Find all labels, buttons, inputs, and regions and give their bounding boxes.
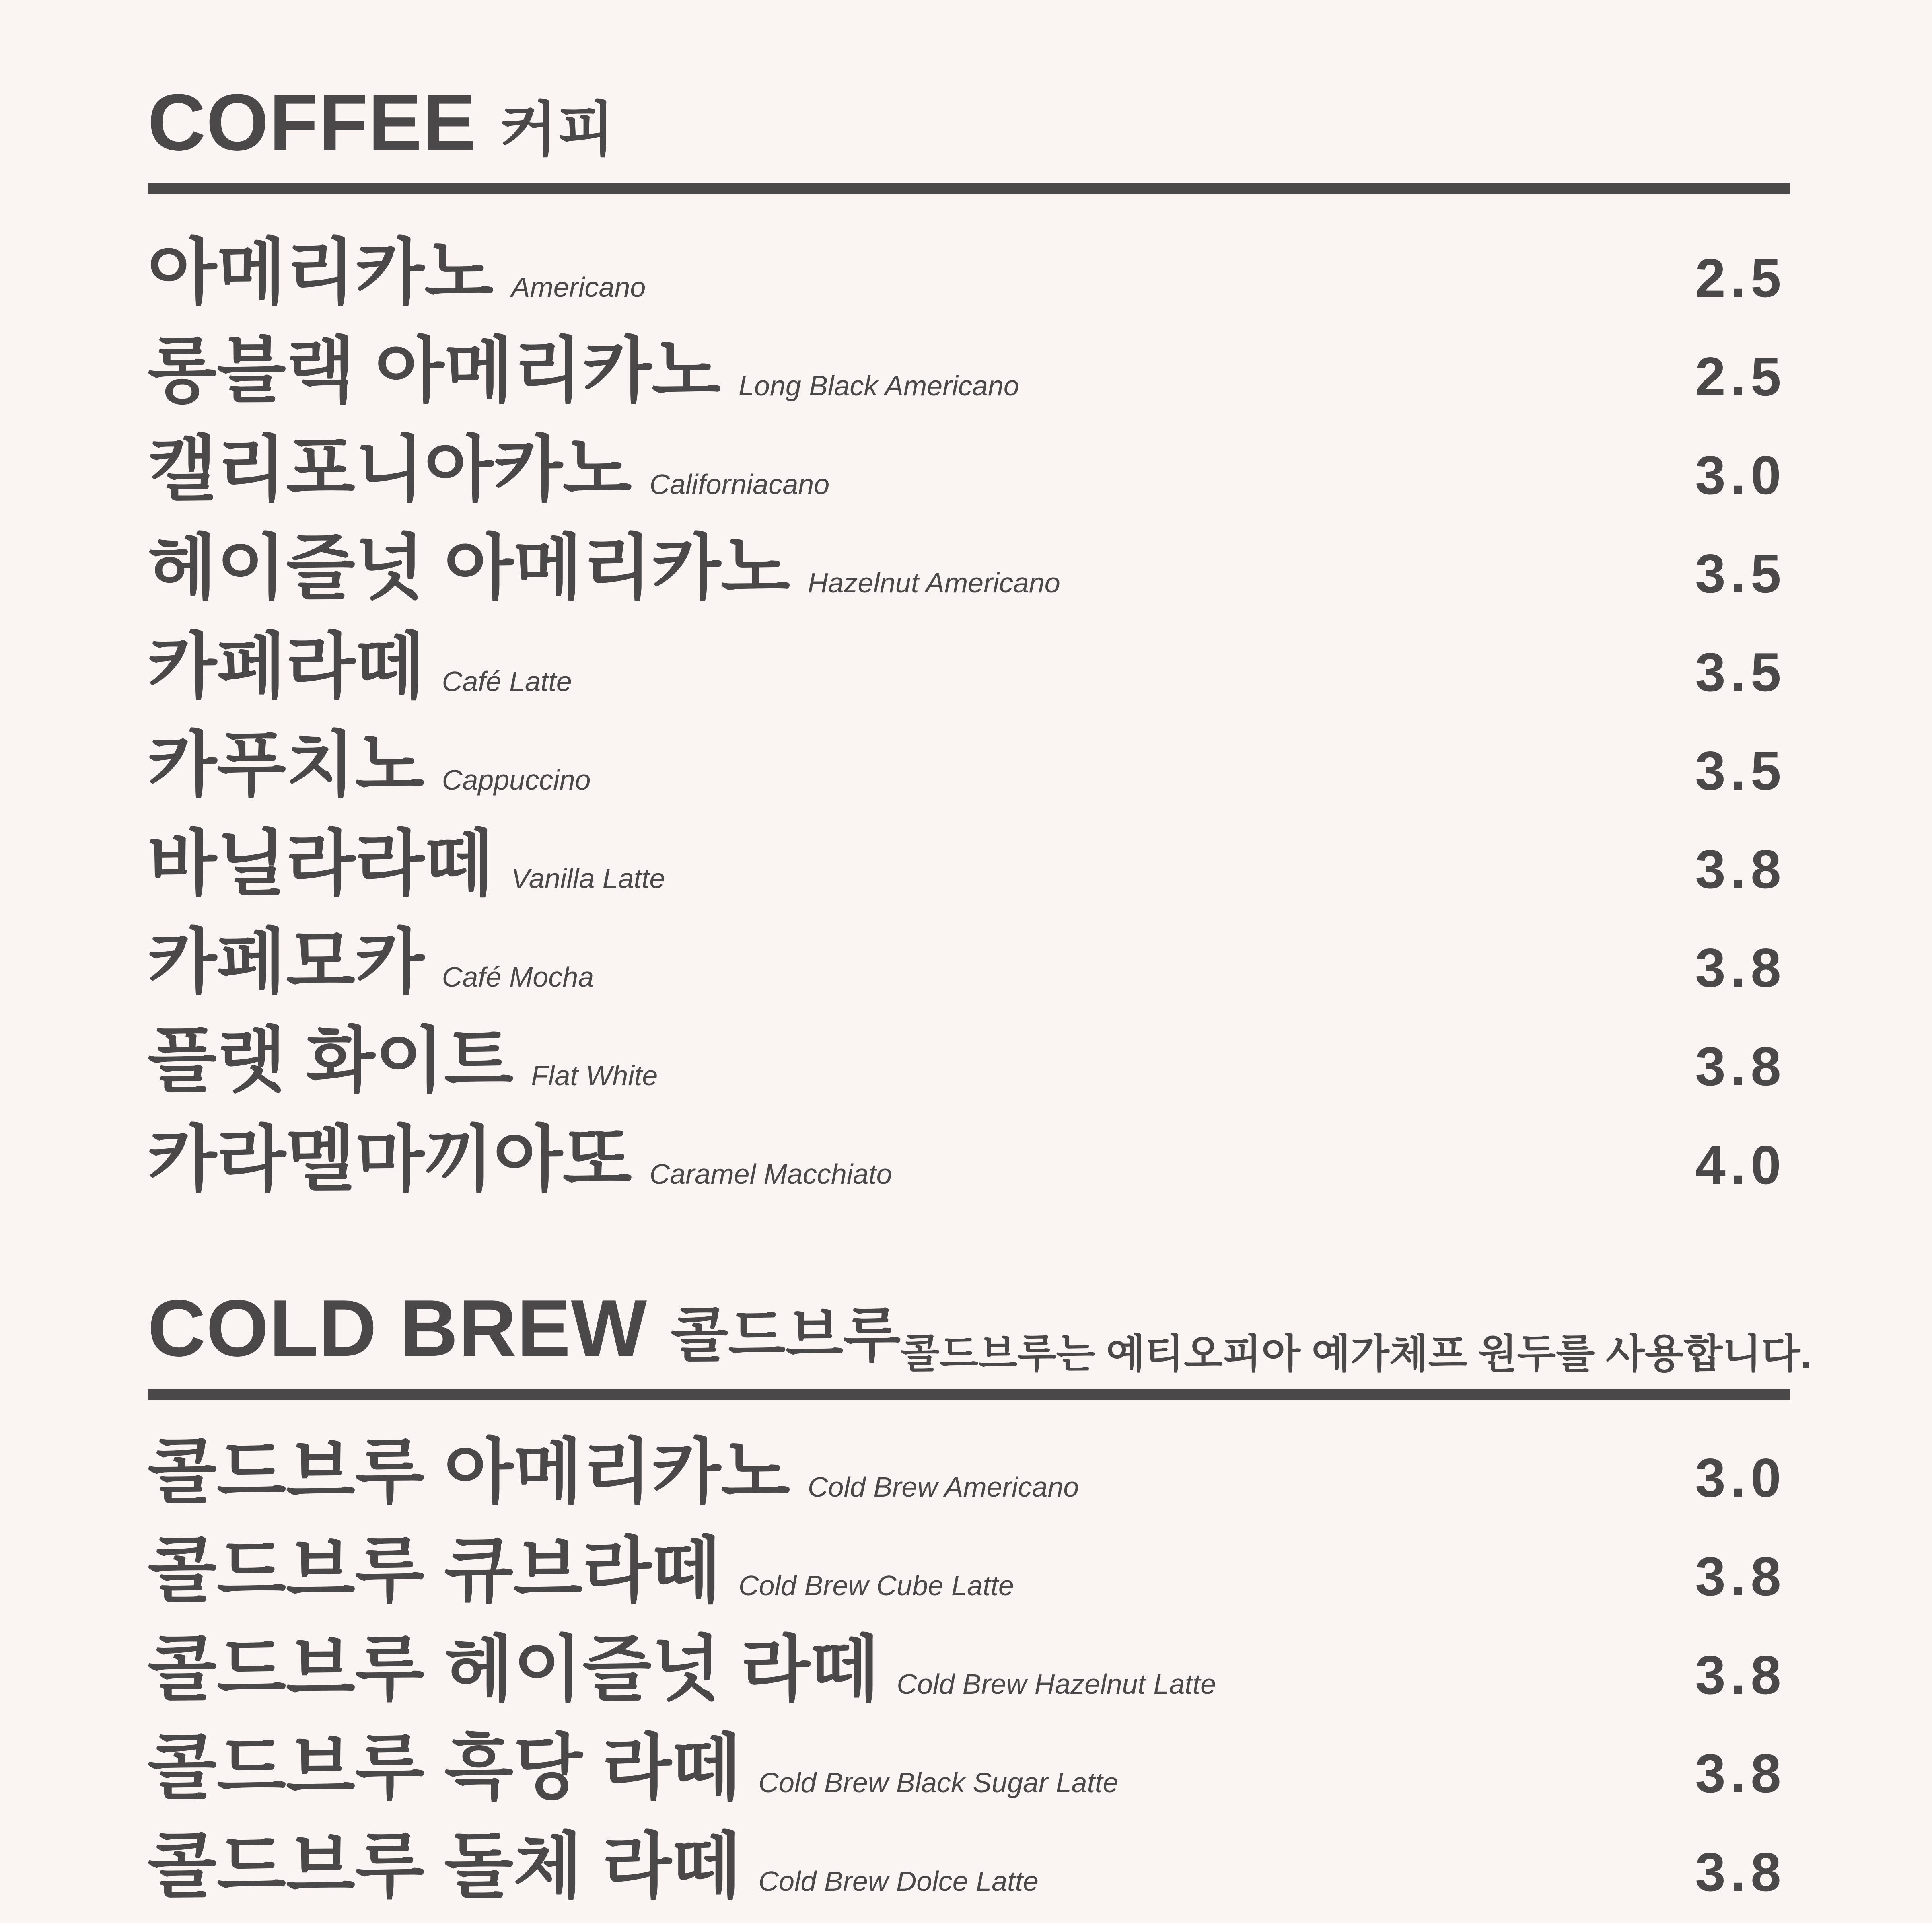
cold-brew-section-divider [148,1389,1790,1400]
item-name-english: Flat White [531,1060,658,1091]
item-name-korean: 아메리카노 [148,232,494,312]
item-name [148,526,1695,625]
item-name-english: Café Latte [442,666,572,697]
item-name-english: Caramel Macchiato [649,1158,892,1190]
item-name-english: Cold Brew Black Sugar Latte [758,1767,1119,1798]
item-name-korean: 콜드브루 헤이즐넛 라떼 [148,1629,879,1709]
section-cold-brew [148,1283,1812,1923]
menu-item [148,428,1790,526]
item-name-korean: 콜드브루 큐브라떼 [148,1530,721,1610]
menu-item [148,1430,1790,1529]
item-name [148,1117,1695,1216]
menu-item [148,920,1790,1019]
item-name [148,329,1695,428]
item-price: 3.8 [1695,1546,1786,1607]
item-price: 3.5 [1695,543,1786,604]
menu-item [148,1117,1790,1216]
item-name-korean: 콜드브루 아메리카노 [148,1432,790,1512]
item-name-korean: 카페라떼 [148,626,424,706]
item-name-korean: 헤이즐넛 아메리카노 [148,528,790,608]
item-name-english: Hazelnut Americano [808,567,1060,598]
item-price: 3.8 [1695,839,1786,900]
item-name [148,822,1695,920]
item-price: 3.8 [1695,1743,1786,1804]
item-name [148,723,1695,822]
coffee-section-header [148,78,1790,167]
cold-brew-bean-note: 콜드브루는 예티오피아 예가체프 원두를 사용합니다. [901,1331,1812,1376]
coffee-section-title: COFFEE [148,78,477,167]
item-name-english: Cold Brew Americano [808,1471,1079,1503]
menu-item [148,1824,1790,1923]
item-name-english: Cold Brew Hazelnut Latte [897,1668,1216,1700]
cold-brew-title-group [148,1283,901,1373]
item-price: 3.8 [1695,1644,1786,1705]
item-name-korean: 캘리포니아카노 [148,429,632,509]
item-price: 3.8 [1695,1036,1786,1097]
item-name-english: Cold Brew Dolce Latte [758,1865,1039,1897]
menu-item [148,723,1790,822]
item-price: 4.0 [1695,1134,1786,1195]
item-name-korean: 콜드브루 흑당 라떼 [148,1728,741,1808]
item-name [148,428,1695,526]
menu-item [148,822,1790,920]
item-name-korean: 카라멜마끼아또 [148,1119,632,1199]
section-coffee [148,78,1790,1216]
menu-item [148,1726,1790,1824]
item-name [148,1430,1695,1529]
item-name-korean: 플랫 화이트 [148,1020,514,1100]
item-name-english: Cappuccino [442,764,591,796]
cold-brew-item-list [148,1430,1790,1923]
item-price: 3.8 [1695,937,1786,998]
menu-item [148,1019,1790,1117]
item-name-korean: 카푸치노 [148,725,424,805]
cold-brew-section-title: COLD BREW [148,1283,648,1373]
menu-item [148,526,1790,625]
item-name-english: Vanilla Latte [511,863,665,894]
coffee-item-list [148,230,1790,1216]
item-name-korean: 카페모카 [148,922,424,1002]
item-name-english: Americano [511,271,646,303]
item-name-english: Café Mocha [442,961,594,993]
item-price: 3.5 [1695,740,1786,801]
coffee-section-title-korean: 커피 [500,97,615,163]
item-price: 2.5 [1695,346,1786,407]
menu-item [148,1529,1790,1627]
item-name-korean: 콜드브루 돌체 라떼 [148,1826,741,1906]
item-price: 3.0 [1695,1447,1786,1508]
item-name-english: Cold Brew Cube Latte [739,1570,1014,1601]
menu-item [148,1627,1790,1726]
item-name [148,1824,1695,1923]
item-price: 3.8 [1695,1841,1786,1902]
menu-page [0,78,1932,1906]
item-name [148,920,1695,1019]
item-name [148,1726,1695,1824]
item-name-english: Long Black Americano [739,370,1019,401]
menu-item [148,329,1790,428]
item-name [148,1627,1695,1726]
item-name [148,1529,1695,1627]
item-name [148,230,1695,329]
coffee-section-divider [148,183,1790,194]
item-name-korean: 롱블랙 아메리카노 [148,331,721,411]
item-price: 3.0 [1695,444,1786,506]
item-name [148,1019,1695,1117]
item-price: 3.5 [1695,642,1786,703]
menu-item [148,625,1790,723]
menu-item [148,230,1790,329]
cold-brew-section-header [148,1283,1812,1376]
cold-brew-section-title-korean: 콜드브루 [671,1302,901,1369]
item-name-korean: 바닐라라떼 [148,823,494,903]
item-name-english: Californiacano [649,469,830,500]
item-price: 2.5 [1695,247,1786,309]
item-name [148,625,1695,723]
